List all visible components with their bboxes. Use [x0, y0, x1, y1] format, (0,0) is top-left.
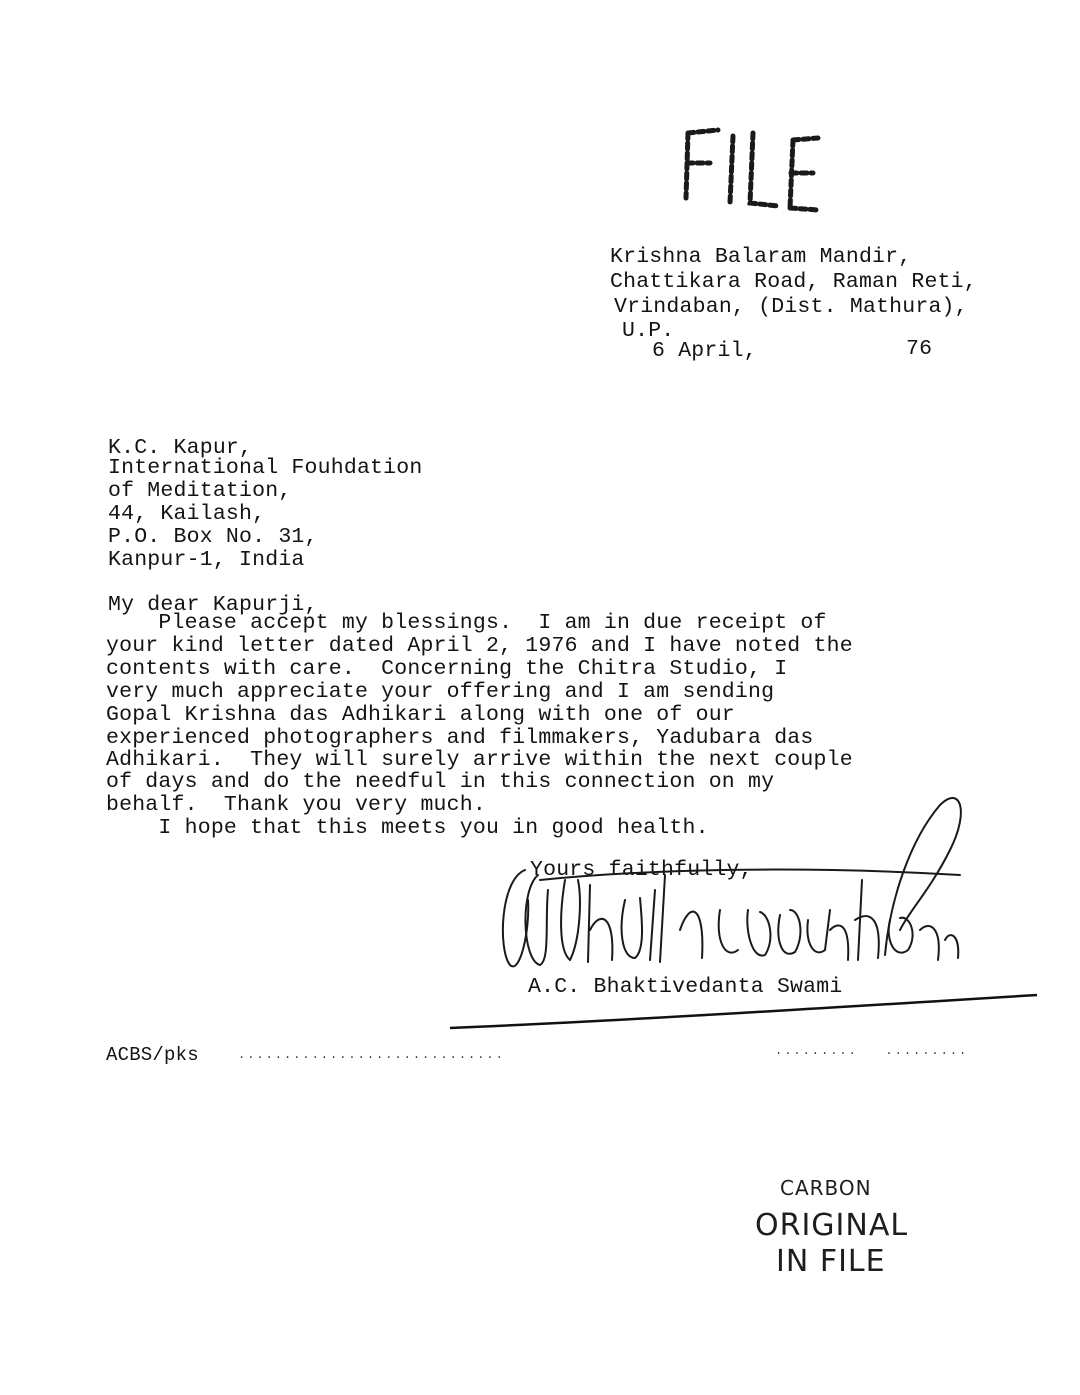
recipient-address-line-2: International Fouhdation [108, 456, 423, 480]
closing: Yours faithfully, [530, 858, 753, 882]
recipient-address-line-1: K.C. Kapur, [108, 436, 253, 460]
sender-address-line-2: Chattikara Road, Raman Reti, [610, 270, 977, 294]
body-line-5: Gopal Krishna das Adhikari along with one of our [106, 703, 735, 727]
body-line-8: of days and do the needful in this connection on my [106, 770, 775, 794]
signatory-name: A.C. Bhaktivedanta Swami [528, 975, 843, 999]
recipient-address-line-3: of Meditation, [108, 479, 292, 503]
recipient-address-line-4: 44, Kailash, [108, 502, 266, 526]
body-line-3: contents with care. Concerning the Chitra Studio, I [106, 657, 788, 681]
sender-address-line-1: Krishna Balaram Mandir, [610, 245, 912, 269]
file-stamp [678, 118, 828, 218]
stamp-in-file: IN FILE [776, 1244, 886, 1279]
signature-rule [445, 990, 1040, 1035]
dotted-line: ............................. [238, 1048, 505, 1062]
body-line-9: behalf. Thank you very much. [106, 793, 486, 817]
letter-date-year: 76 [906, 337, 933, 361]
body-line-4: very much appreciate your offering and I am sending [106, 680, 775, 704]
sender-address-line-3: Vrindaban, (Dist. Mathura), [614, 295, 968, 319]
sender-address-line-4: U.P. [622, 319, 675, 343]
letter-date: 6 April, [652, 339, 757, 363]
recipient-address-line-5: P.O. Box No. 31, [108, 525, 318, 549]
file-stamp-mark [678, 118, 828, 218]
body-line-10: I hope that this meets you in good health. [106, 816, 709, 840]
reference-initials: ACBS/pks [106, 1044, 199, 1066]
dotted-line-right: ......... ......... [775, 1044, 969, 1058]
body-line-1: Please accept my blessings. I am in due receipt of [106, 611, 827, 635]
salutation: My dear Kapurji, [108, 593, 318, 617]
recipient-address-line-6: Kanpur-1, India [108, 548, 305, 572]
body-line-6: experienced photographers and filmmakers, Yadubara das [106, 726, 814, 750]
body-line-7: Adhikari. They will surely arrive within the next couple [106, 748, 853, 772]
body-line-2: your kind letter dated April 2, 1976 and I have noted the [106, 634, 853, 658]
stamp-original: ORIGINAL [755, 1208, 909, 1243]
stamp-carbon: CARBON [780, 1176, 872, 1200]
